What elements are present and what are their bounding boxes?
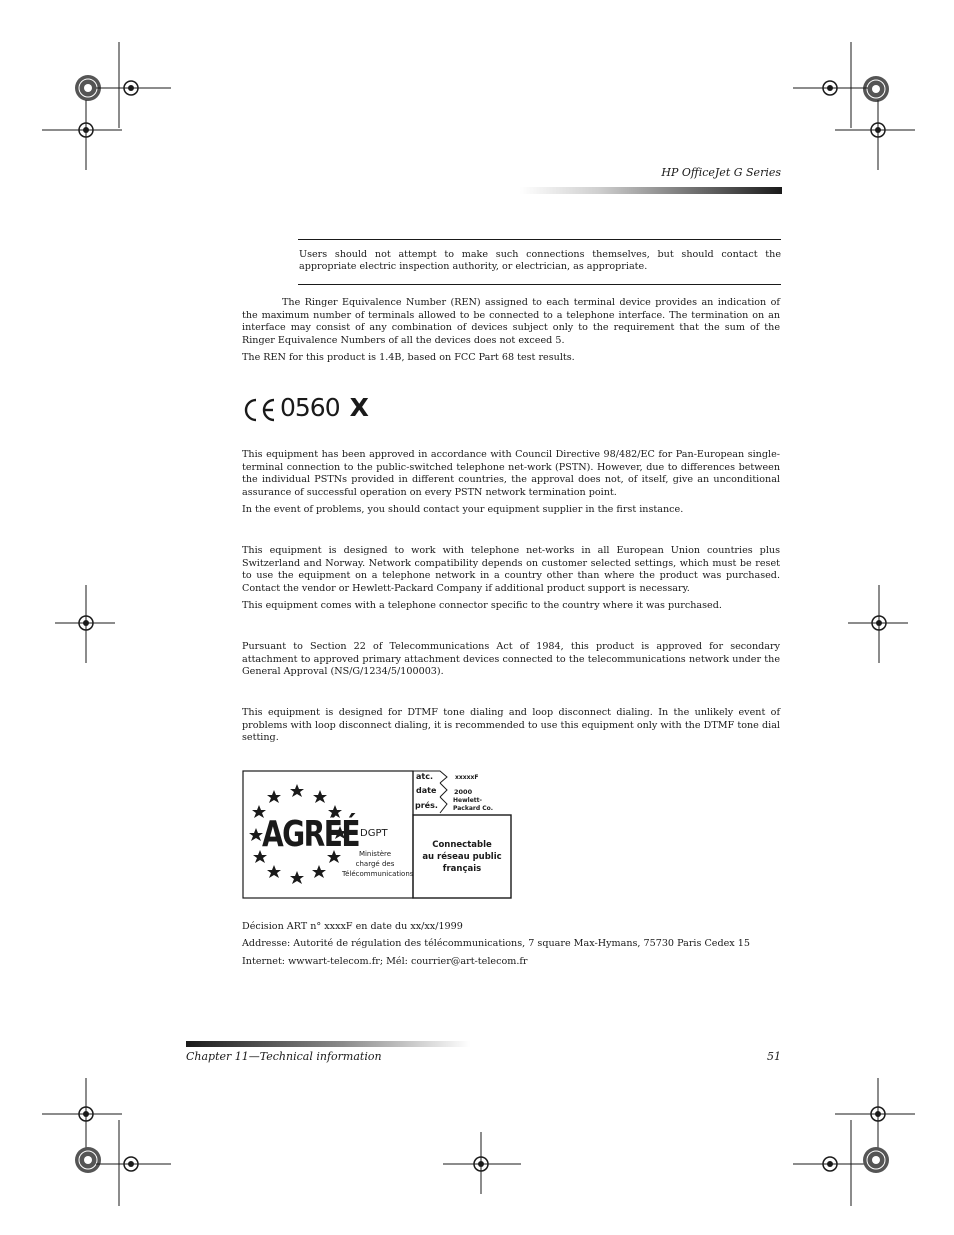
paragraph-dtmf: This equipment is designed for DTMF tone dialing and loop disconnect dialing. In the unlikely event of problems with loop disconnect dialing, it is recommended to use this equipment only with the DTMF tone dial setting. bbox=[242, 707, 780, 744]
ce-logo-icon bbox=[242, 397, 276, 423]
running-header: HP OfficeJet G Series bbox=[661, 166, 781, 179]
crosshair-icon bbox=[42, 100, 122, 170]
agree-word: AGRÉÉ bbox=[262, 814, 359, 855]
paragraph-ce-problems: In the event of problems, you should contact your equipment supplier in the first instance. bbox=[242, 504, 684, 515]
paragraph-ren-value: The REN for this product is 1.4B, based on FCC Part 68 test results. bbox=[242, 352, 575, 363]
crosshair-icon bbox=[835, 100, 915, 170]
ce-notified-body-number bbox=[280, 393, 368, 422]
alert-symbol: X bbox=[349, 393, 368, 422]
paragraph-uk-approval: Pursuant to Section 22 of Telecommunications Act of 1984, this product is approved for secondary attachment to approved primary attachment devices connected to the telecommunications network under the General Approval (NS/G/1234/5/100003). bbox=[242, 641, 780, 678]
header-gradient-bar bbox=[520, 187, 782, 194]
agree-date-value: 2000 bbox=[454, 788, 473, 796]
agree-atc-label: atc. bbox=[416, 772, 434, 781]
agree-pres-value: Hewlett- Packard Co. bbox=[453, 797, 494, 812]
footer-chapter: Chapter 11—Technical information bbox=[186, 1050, 382, 1063]
agree-connectable-text: Connectable au réseau public français bbox=[422, 840, 502, 874]
agree-pres-label: prés. bbox=[415, 801, 438, 810]
crosshair-icon bbox=[55, 585, 115, 665]
agree-date-label: date bbox=[416, 786, 437, 795]
footer-gradient-bar bbox=[186, 1041, 470, 1047]
note-box bbox=[298, 239, 781, 285]
note-text: Users should not attempt to make such connections themselves, but should contact the appropriate electric inspection authority, or electrician, as appropriate. bbox=[299, 249, 781, 272]
crosshair-icon bbox=[96, 1118, 171, 1208]
paragraph-ren-intro: The Ringer Equivalence Number (REN) assigned to each terminal device provides an indication of the maximum number of terminals allowed to be connected to a telephone interface. The termination on an interface may consist of any combination of devices subject only to the requirement that the sum of the Ringer Equivalence Numbers of all the devices does not exceed 5. bbox=[242, 297, 780, 346]
ce-mark bbox=[242, 393, 368, 427]
paragraph-internet: Internet: wwwart-telecom.fr; Mél: courrier@art-telecom.fr bbox=[242, 956, 528, 967]
paragraph-eu-connector: This equipment comes with a telephone connector specific to the country where it was purchased. bbox=[242, 600, 722, 611]
agree-atc-value: xxxxxF bbox=[455, 774, 479, 781]
paragraph-address: Addresse: Autorité de régulation des télécommunications, 7 square Max-Hymans, 75730 Paris Cedex 15 bbox=[242, 938, 750, 949]
page-number: 51 bbox=[767, 1050, 781, 1063]
crosshair-icon bbox=[848, 585, 908, 665]
agree-ministry: Ministère chargé des Télécommunications bbox=[342, 850, 414, 878]
paragraph-decision: Décision ART n° xxxxF en date du xx/xx/1999 bbox=[242, 921, 463, 932]
agree-approval-label bbox=[242, 770, 517, 900]
starburst-circle-icon bbox=[850, 1132, 910, 1192]
ce-number-text: 0560 bbox=[280, 393, 340, 422]
crosshair-icon bbox=[443, 1132, 523, 1194]
paragraph-eu-networks: This equipment is designed to work with telephone net-works in all European Union countries plus Switzerland and Norway. Network compatibility depends on customer selected settings, which must be reset to use the equipment on a telephone network in a country other than where the product was purchased. Contact the vendor or Hewlett-Packard Company if additional product support is necessary. bbox=[242, 545, 780, 594]
paragraph-ce-approval: This equipment has been approved in accordance with Council Directive 98/482/EC for Pan-European single-terminal connection to the public-switched telephone net-work (PSTN). However, due to differences between the individual PSTNs provided in different countries, the approval does not, of itself, give an unconditional assurance of successful operation on every PSTN network termination point. bbox=[242, 449, 780, 498]
agree-authority: DGPT bbox=[360, 828, 388, 839]
